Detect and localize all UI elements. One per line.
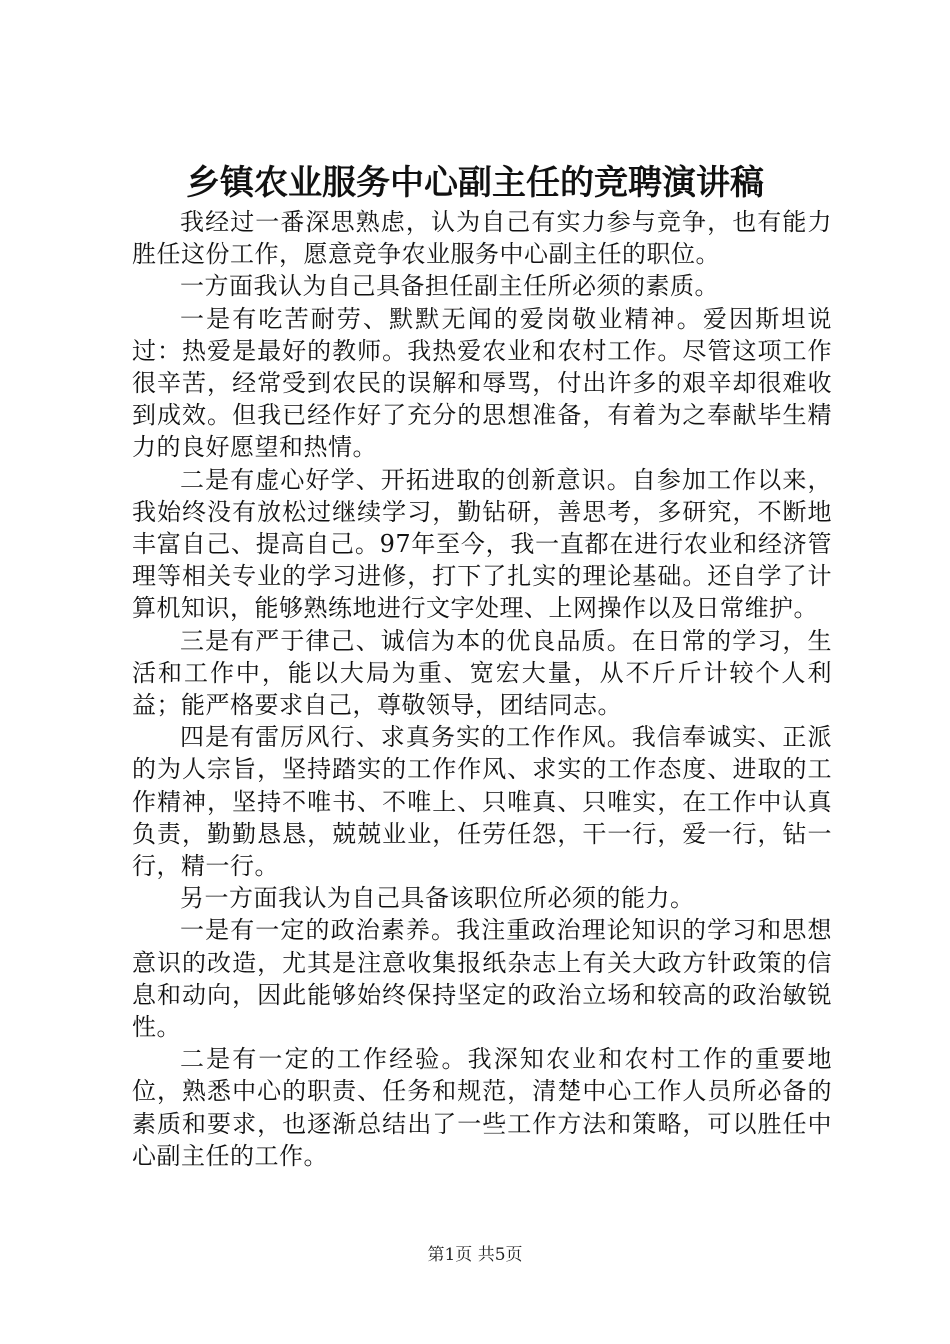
paragraph-quality-1: 一是有吃苦耐劳、默默无闻的爱岗敬业精神。爱因斯坦说过：热爱是最好的教师。我热爱农业和农村工作。尽管这项工作很辛苦，经常受到农民的误解和辱骂，付出许多的艰辛却很难收到成效。但我已经作好了充分的思想准备，有着为之奉献毕生精力的良好愿望和热情。: [132, 304, 832, 462]
paragraph-intro: 我经过一番深思熟虑，认为自己有实力参与竞争，也有能力胜任这份工作，愿意竞争农业服务中心副主任的职位。: [132, 208, 832, 269]
paragraph-quality-3: 三是有严于律己、诚信为本的优良品质。在日常的学习，生活和工作中，能以大局为重、宽宏大量，从不斤斤计较个人利益；能严格要求自己，尊敬领导，团结同志。: [132, 626, 832, 720]
paragraph-quality-2: 二是有虚心好学、开拓进取的创新意识。自参加工作以来，我始终没有放松过继续学习，勤钻研，善思考，多研究，不断地丰富自己、提高自己。97年至今，我一直都在进行农业和经济管理等相关专业的学习进修，打下了扎实的理论基础。还自学了计算机知识，能够熟练地进行文字处理、上网操作以及日常维护。: [132, 465, 832, 623]
paragraph-ability-1: 一是有一定的政治素养。我注重政治理论知识的学习和思想意识的改造，尤其是注意收集报纸杂志上有关大政方针政策的信息和动向，因此能够始终保持坚定的政治立场和较高的政治敏锐性。: [132, 916, 832, 1042]
document-title: 乡镇农业服务中心副主任的竞聘演讲稿: [186, 163, 764, 203]
paragraph-ability-heading: 另一方面我认为自己具备该职位所必须的能力。: [180, 884, 695, 913]
paragraph-quality-heading: 一方面我认为自己具备担任副主任所必须的素质。: [180, 272, 719, 301]
document-body: [132, 206, 832, 1172]
paragraph-quality-4: 四是有雷厉风行、求真务实的工作作风。我信奉诚实、正派的为人宗旨，坚持踏实的工作作风、求实的工作态度、进取的工作精神，坚持不唯书、不唯上、只唯真、只唯实，在工作中认真负责，勤勤恳恳，兢兢业业，任劳任怨，干一行，爱一行，钻一行，精一行。: [132, 723, 832, 881]
paragraph-ability-2: 二是有一定的工作经验。我深知农业和农村工作的重要地位，熟悉中心的职责、任务和规范，清楚中心工作人员所必备的素质和要求，也逐渐总结出了一些工作方法和策略，可以胜任中心副主任的工作。: [132, 1045, 832, 1170]
page-footer: 第1页 共5页: [427, 1245, 523, 1265]
